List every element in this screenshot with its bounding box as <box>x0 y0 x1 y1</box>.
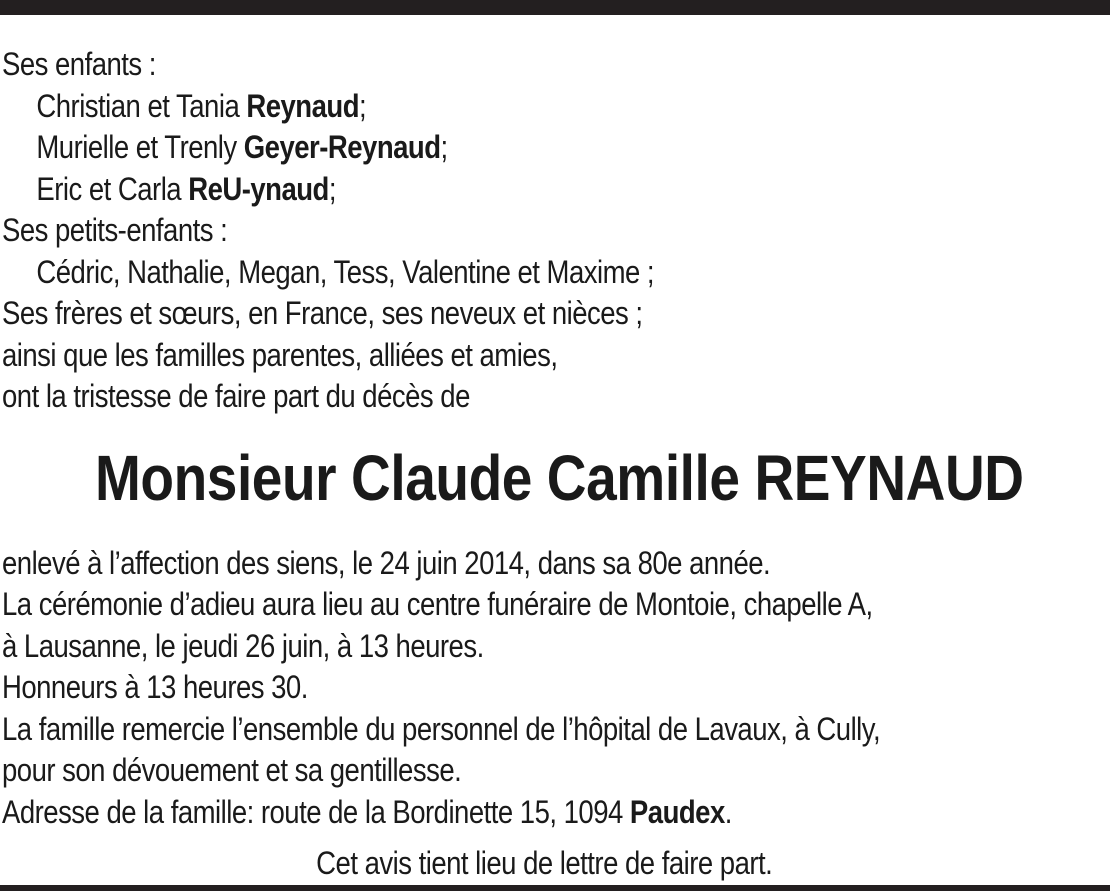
child-line <box>2 169 1108 211</box>
grandchildren-names: Cédric, Nathalie, Megan, Tess, Valentine et Maxime ; <box>36 253 655 290</box>
grandchildren-heading: Ses petits-enfants : <box>2 212 228 248</box>
child-surname: ReU-ynaud <box>188 170 329 207</box>
child-surname: Reynaud <box>246 87 359 124</box>
siblings-line: Ses frères et sœurs, en France, ses neveux et nièces ; <box>2 295 643 331</box>
deceased-block <box>2 418 1108 543</box>
detail-line: La famille remercie l’ensemble du personnel de l’hôpital de Lavaux, à Cully, <box>2 710 881 747</box>
address-city: Paudex <box>629 793 725 830</box>
families-line: ainsi que les familles parentes, alliées et amies, <box>2 336 558 373</box>
child-punct: ; <box>358 87 367 124</box>
detail-line: enlevé à l’affection des siens, le 24 juin 2014, dans sa 80e année. <box>2 544 771 581</box>
detail-line: pour son dévouement et sa gentillesse. <box>2 752 462 788</box>
child-surname: Geyer-Reynaud <box>243 129 441 165</box>
children-heading: Ses enfants : <box>2 46 156 82</box>
child-line <box>2 127 1108 169</box>
deceased-name: Monsieur Claude Camille REYNAUD <box>94 441 1024 514</box>
announcement-line: ont la tristesse de faire part du décès de <box>2 378 470 414</box>
address-punct: . <box>724 793 732 830</box>
child-names: Eric et Carla <box>36 170 189 207</box>
address-line <box>2 792 1108 834</box>
closing-line: Cet avis tient lieu de lettre de faire part. <box>316 845 773 881</box>
address-text: Adresse de la famille: route de la Bordinette 15, 1094 <box>2 793 630 830</box>
detail-line: Honneurs à 13 heures 30. <box>2 669 308 705</box>
detail-line: à Lausanne, le jeudi 26 juin, à 13 heures. <box>2 627 484 664</box>
child-punct: ; <box>328 170 336 207</box>
bottom-rule <box>0 885 1110 891</box>
top-rule <box>0 0 1110 15</box>
child-names: Murielle et Trenly <box>36 129 244 165</box>
child-line <box>2 86 1108 128</box>
detail-line: La cérémonie d’adieu aura lieu au centre funéraire de Montoie, chapelle A, <box>2 586 873 622</box>
child-punct: ; <box>440 129 448 165</box>
child-names: Christian et Tania <box>36 87 247 124</box>
obituary-notice <box>2 44 1108 885</box>
